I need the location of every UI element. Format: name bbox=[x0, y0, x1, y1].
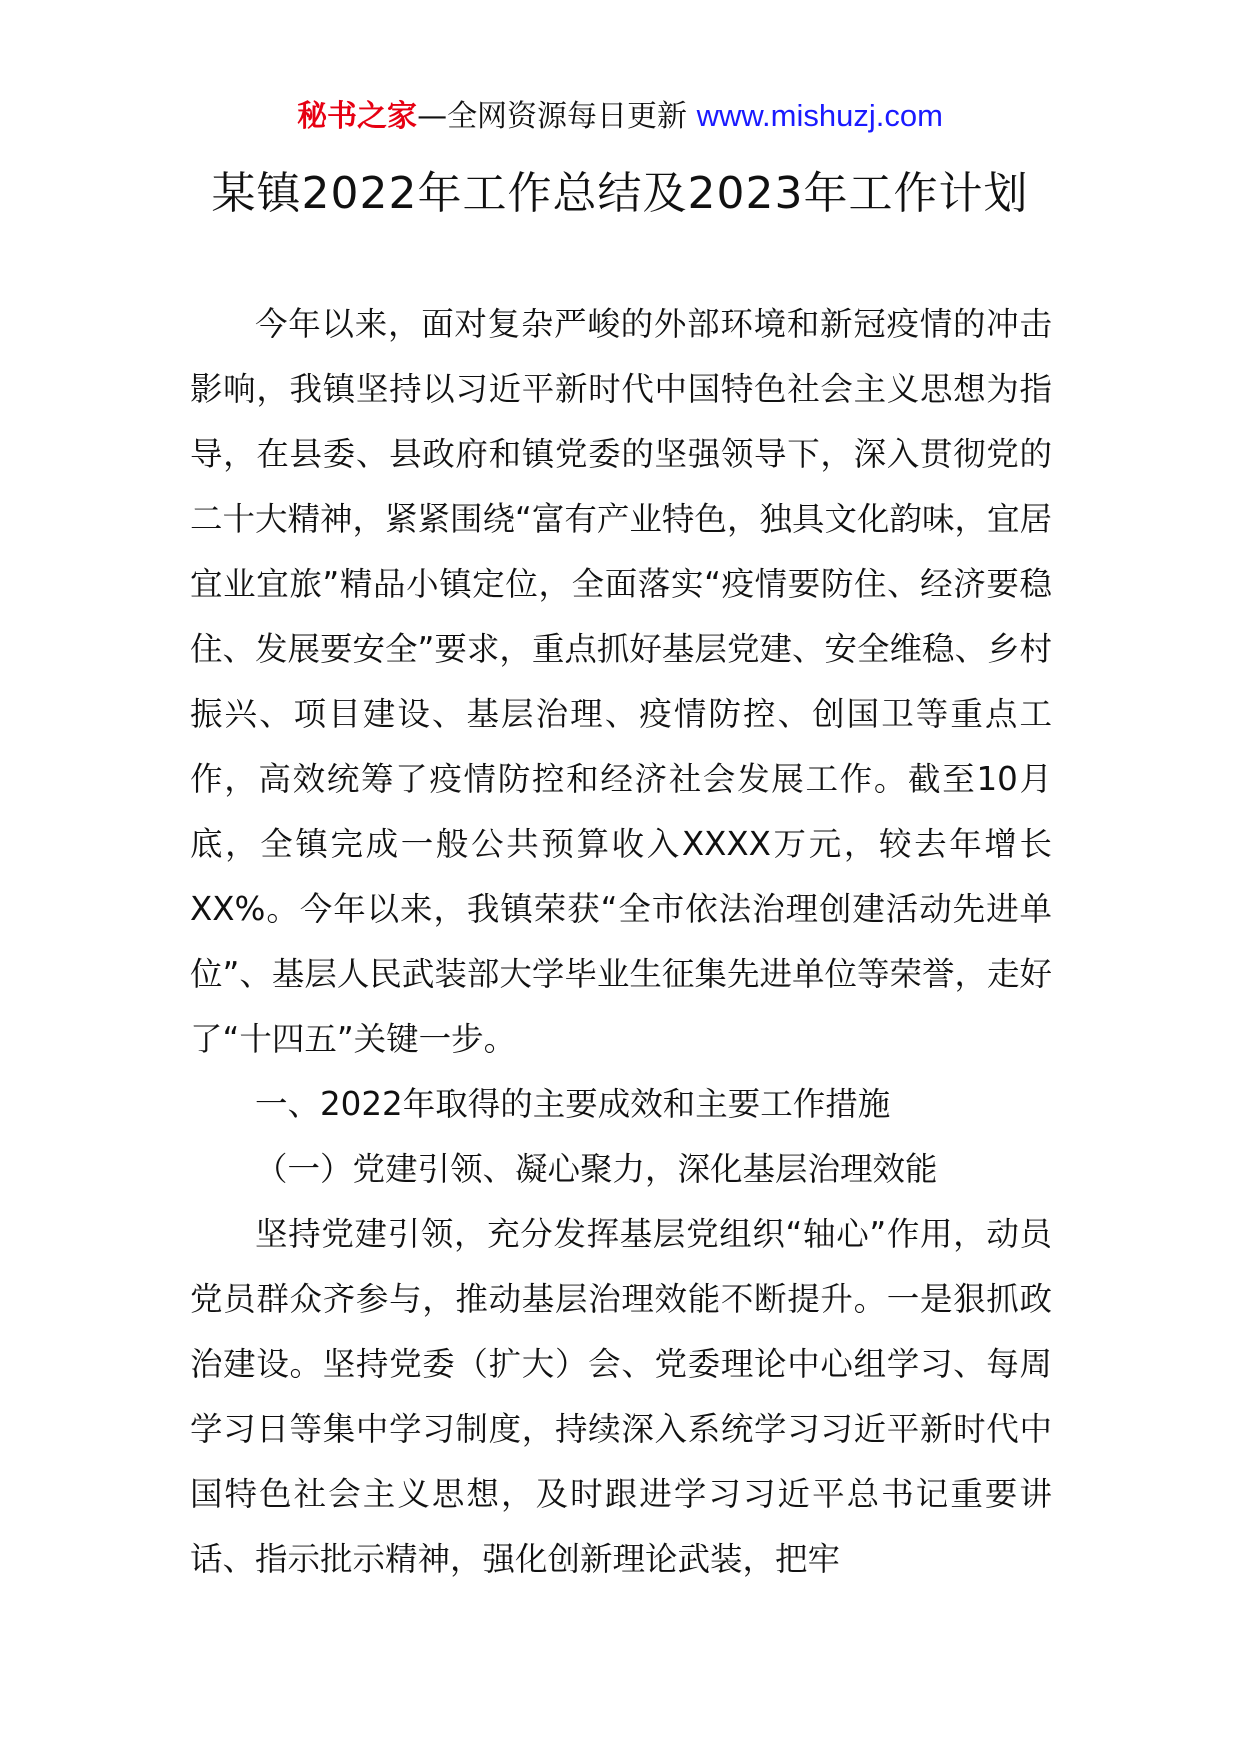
banner-slogan: —全网资源每日更新 bbox=[417, 99, 697, 134]
body-paragraph: 坚持党建引领，充分发挥基层党组织“轴心”作用，动员党员群众齐参与，推动基层治理效能不断提升。一是狠抓政治建设。坚持党委（扩大）会、党委理论中心组学习、每周学习日等集中学习制度，持续深入系统学习习近平新时代中国特色社会主义思想，及时跟进学习习近平总书记重要讲话、指示批示精神，强化创新理论武装，把牢 bbox=[190, 1215, 1052, 1578]
subsection-heading: （一）党建引领、凝心聚力，深化基层治理效能 bbox=[255, 1150, 938, 1188]
site-banner bbox=[0, 96, 1240, 137]
intro-paragraph: 今年以来，面对复杂严峻的外部环境和新冠疫情的冲击影响，我镇坚持以习近平新时代中国特色社会主义思想为指导，在县委、县政府和镇党委的坚强领导下，深入贯彻党的二十大精神，紧紧围绕“富有产业特色，独具文化韵味，宜居宜业宜旅”精品小镇定位，全面落实“疫情要防住、经济要稳住、发展要安全”要求，重点抓好基层党建、安全维稳、乡村振兴、项目建设、基层治理、疫情防控、创国卫等重点工作，高效统筹了疫情防控和经济社会发展工作。截至10月底，全镇完成一般公共预算收入XXXX万元，较去年增长XX%。今年以来，我镇荣获“全市依法治理创建活动先进单位”、基层人民武装部大学毕业生征集先进单位等荣誉，走好了“十四五”关键一步。 bbox=[190, 305, 1052, 1058]
site-url-link[interactable]: www.mishuzj.com bbox=[696, 98, 943, 133]
brand-name: 秘书之家 bbox=[297, 99, 418, 134]
document-body bbox=[190, 292, 1052, 1592]
section-heading: 一、2022年取得的主要成效和主要工作措施 bbox=[255, 1085, 891, 1123]
document-title: 某镇2022年工作总结及2023年工作计划 bbox=[211, 168, 1029, 219]
